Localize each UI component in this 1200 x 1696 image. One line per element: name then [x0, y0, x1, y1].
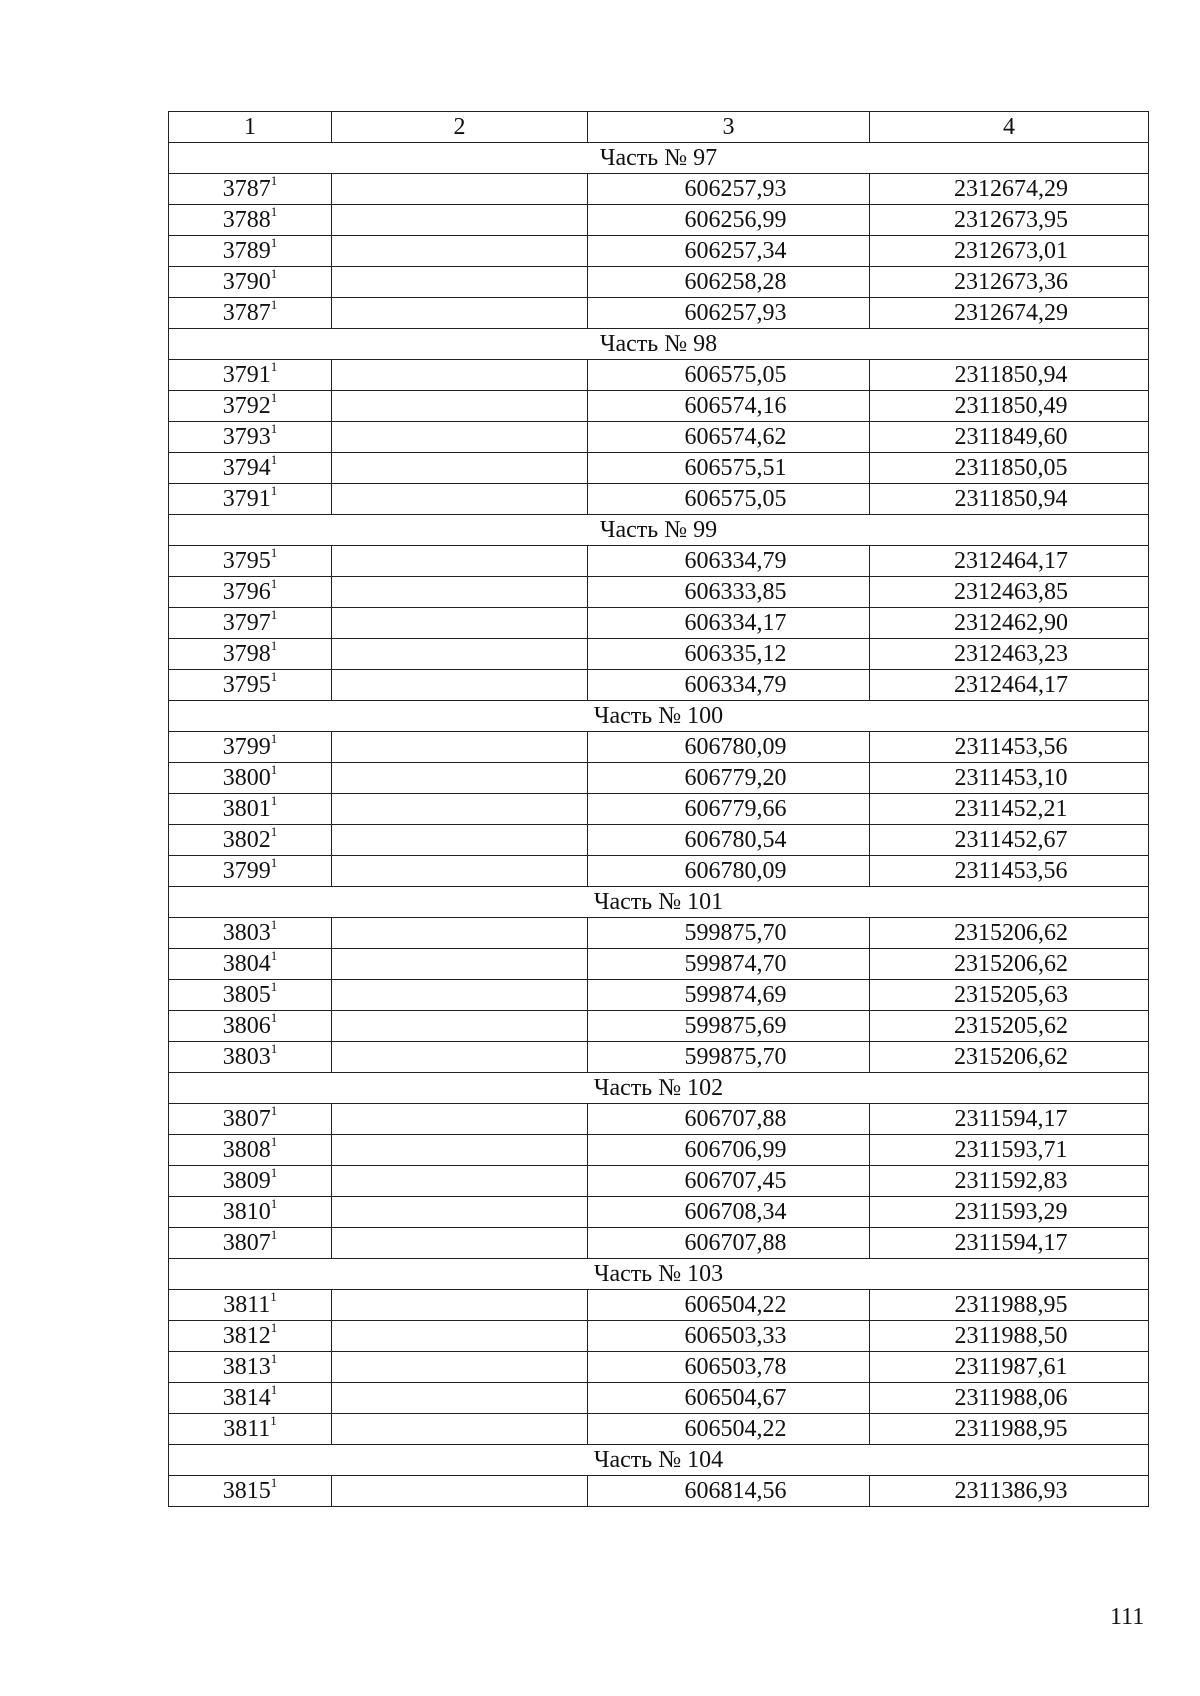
- y-coordinate-cell: 2311453,10: [870, 763, 1149, 794]
- coordinates-table-body: [169, 112, 1149, 1507]
- y-coordinate-cell: 2311453,56: [870, 732, 1149, 763]
- point-superscript: 1: [270, 824, 278, 839]
- point-number-cell: [169, 732, 332, 763]
- section-title: Часть № 100: [169, 701, 1149, 732]
- x-coordinate-cell: 606256,99: [588, 205, 870, 236]
- table-row: [169, 267, 1149, 298]
- point-number: 3789: [222, 237, 271, 264]
- column-2-cell: [332, 1228, 588, 1259]
- point-number: 3814: [222, 1384, 271, 1411]
- table-row: [169, 1476, 1149, 1507]
- point-superscript: 1: [270, 638, 278, 653]
- point-number-cell: [169, 1104, 332, 1135]
- page-number: 111: [1110, 1604, 1145, 1630]
- section-header-row: [169, 887, 1149, 918]
- x-coordinate-cell: 599874,70: [588, 949, 870, 980]
- x-coordinate-cell: 606334,17: [588, 608, 870, 639]
- y-coordinate-cell: 2311452,21: [870, 794, 1149, 825]
- column-2-cell: [332, 1476, 588, 1507]
- table-row: [169, 360, 1149, 391]
- point-number: 3807: [222, 1105, 271, 1132]
- y-coordinate-cell: 2312464,17: [870, 546, 1149, 577]
- column-2-cell: [332, 360, 588, 391]
- point-number: 3795: [222, 671, 271, 698]
- point-number-cell: [169, 484, 332, 515]
- point-superscript: 1: [270, 1413, 277, 1428]
- point-number: 3810: [222, 1198, 271, 1225]
- y-coordinate-cell: 2312674,29: [870, 298, 1149, 329]
- table-row: [169, 1104, 1149, 1135]
- y-coordinate-cell: 2311988,95: [870, 1290, 1149, 1321]
- table-row: [169, 1197, 1149, 1228]
- point-number-cell: [169, 763, 332, 794]
- point-number: 3802: [222, 826, 271, 853]
- y-coordinate-cell: 2311850,49: [870, 391, 1149, 422]
- x-coordinate-cell: 606708,34: [588, 1197, 870, 1228]
- point-superscript: 1: [270, 173, 278, 188]
- x-coordinate-cell: 606575,51: [588, 453, 870, 484]
- column-2-cell: [332, 267, 588, 298]
- point-superscript: 1: [270, 266, 278, 281]
- column-2-cell: [332, 1197, 588, 1228]
- column-2-cell: [332, 763, 588, 794]
- table-row: [169, 1290, 1149, 1321]
- x-coordinate-cell: 599875,69: [588, 1011, 870, 1042]
- point-number-cell: [169, 639, 332, 670]
- point-number-cell: [169, 1135, 332, 1166]
- point-number: 3799: [222, 857, 271, 884]
- point-number-cell: [169, 949, 332, 980]
- point-number-cell: [169, 1197, 332, 1228]
- y-coordinate-cell: 2315206,62: [870, 949, 1149, 980]
- x-coordinate-cell: 599875,70: [588, 918, 870, 949]
- point-number-cell: [169, 360, 332, 391]
- table-row: [169, 918, 1149, 949]
- point-number-cell: [169, 267, 332, 298]
- column-2-cell: [332, 1321, 588, 1352]
- point-superscript: 1: [270, 421, 278, 436]
- x-coordinate-cell: 606503,78: [588, 1352, 870, 1383]
- point-superscript: 1: [270, 669, 278, 684]
- y-coordinate-cell: 2311850,05: [870, 453, 1149, 484]
- point-number-cell: [169, 546, 332, 577]
- section-header-row: [169, 329, 1149, 360]
- y-coordinate-cell: 2315206,62: [870, 918, 1149, 949]
- table-row: [169, 639, 1149, 670]
- column-2-cell: [332, 422, 588, 453]
- column-2-cell: [332, 1104, 588, 1135]
- x-coordinate-cell: 606779,20: [588, 763, 870, 794]
- point-number: 3797: [222, 609, 271, 636]
- table-row: [169, 1135, 1149, 1166]
- point-number: 3787: [222, 299, 271, 326]
- table-row: [169, 422, 1149, 453]
- y-coordinate-cell: 2311593,29: [870, 1197, 1149, 1228]
- x-coordinate-cell: 606707,88: [588, 1228, 870, 1259]
- point-superscript: 1: [270, 1351, 278, 1366]
- y-coordinate-cell: 2312463,23: [870, 639, 1149, 670]
- table-row: [169, 174, 1149, 205]
- point-superscript: 1: [270, 1227, 278, 1242]
- point-number: 3798: [222, 640, 271, 667]
- table-row: [169, 1228, 1149, 1259]
- x-coordinate-cell: 606257,93: [588, 174, 870, 205]
- column-header-row: [169, 112, 1149, 143]
- point-number-cell: [169, 174, 332, 205]
- x-coordinate-cell: 606707,88: [588, 1104, 870, 1135]
- column-2-cell: [332, 1042, 588, 1073]
- column-2-cell: [332, 608, 588, 639]
- y-coordinate-cell: 2311592,83: [870, 1166, 1149, 1197]
- point-number-cell: [169, 1321, 332, 1352]
- point-number: 3795: [222, 547, 271, 574]
- point-number: 3806: [222, 1012, 271, 1039]
- table-row: [169, 1166, 1149, 1197]
- point-superscript: 1: [270, 1103, 278, 1118]
- table-row: [169, 205, 1149, 236]
- point-number: 3805: [222, 981, 271, 1008]
- table-row: [169, 1011, 1149, 1042]
- point-number-cell: [169, 205, 332, 236]
- table-row: [169, 732, 1149, 763]
- point-number-cell: [169, 1414, 332, 1445]
- column-2-cell: [332, 205, 588, 236]
- x-coordinate-cell: 606780,09: [588, 732, 870, 763]
- point-number-cell: [169, 918, 332, 949]
- point-number-cell: [169, 608, 332, 639]
- point-number: 3807: [222, 1229, 271, 1256]
- point-superscript: 1: [270, 731, 278, 746]
- x-coordinate-cell: 606333,85: [588, 577, 870, 608]
- point-number: 3792: [222, 392, 271, 419]
- x-coordinate-cell: 606334,79: [588, 670, 870, 701]
- column-header-4: 4: [870, 112, 1149, 143]
- y-coordinate-cell: 2311850,94: [870, 360, 1149, 391]
- x-coordinate-cell: 606503,33: [588, 1321, 870, 1352]
- point-superscript: 1: [270, 793, 278, 808]
- column-2-cell: [332, 298, 588, 329]
- y-coordinate-cell: 2315205,62: [870, 1011, 1149, 1042]
- point-number: 3811: [223, 1415, 271, 1442]
- point-superscript: 1: [270, 1289, 277, 1304]
- column-2-cell: [332, 1011, 588, 1042]
- column-2-cell: [332, 825, 588, 856]
- table-row: [169, 1414, 1149, 1445]
- point-number-cell: [169, 794, 332, 825]
- column-2-cell: [332, 918, 588, 949]
- y-coordinate-cell: 2311987,61: [870, 1352, 1149, 1383]
- point-number: 3808: [222, 1136, 271, 1163]
- point-number: 3791: [222, 361, 271, 388]
- x-coordinate-cell: 606575,05: [588, 484, 870, 515]
- point-number-cell: [169, 1228, 332, 1259]
- column-header-1: 1: [169, 112, 332, 143]
- point-number-cell: [169, 422, 332, 453]
- y-coordinate-cell: 2311386,93: [870, 1476, 1149, 1507]
- point-number: 3799: [222, 733, 271, 760]
- point-superscript: 1: [270, 607, 278, 622]
- y-coordinate-cell: 2315205,63: [870, 980, 1149, 1011]
- y-coordinate-cell: 2311988,06: [870, 1383, 1149, 1414]
- x-coordinate-cell: 606335,12: [588, 639, 870, 670]
- x-coordinate-cell: 606574,62: [588, 422, 870, 453]
- table-row: [169, 546, 1149, 577]
- x-coordinate-cell: 606258,28: [588, 267, 870, 298]
- point-superscript: 1: [270, 948, 278, 963]
- point-superscript: 1: [270, 1165, 278, 1180]
- y-coordinate-cell: 2312673,36: [870, 267, 1149, 298]
- point-superscript: 1: [270, 235, 278, 250]
- table-row: [169, 949, 1149, 980]
- table-row: [169, 794, 1149, 825]
- x-coordinate-cell: 606780,54: [588, 825, 870, 856]
- point-number: 3796: [222, 578, 271, 605]
- table-row: [169, 577, 1149, 608]
- column-2-cell: [332, 174, 588, 205]
- point-superscript: 1: [270, 1196, 278, 1211]
- y-coordinate-cell: 2311452,67: [870, 825, 1149, 856]
- column-2-cell: [332, 236, 588, 267]
- y-coordinate-cell: 2312462,90: [870, 608, 1149, 639]
- y-coordinate-cell: 2312673,01: [870, 236, 1149, 267]
- point-number-cell: [169, 1383, 332, 1414]
- x-coordinate-cell: 606706,99: [588, 1135, 870, 1166]
- section-header-row: [169, 701, 1149, 732]
- point-superscript: 1: [270, 1010, 278, 1025]
- point-number-cell: [169, 1290, 332, 1321]
- column-2-cell: [332, 949, 588, 980]
- x-coordinate-cell: 606707,45: [588, 1166, 870, 1197]
- point-superscript: 1: [270, 390, 278, 405]
- point-superscript: 1: [270, 204, 278, 219]
- x-coordinate-cell: 599875,70: [588, 1042, 870, 1073]
- section-header-row: [169, 1445, 1149, 1476]
- point-number-cell: [169, 980, 332, 1011]
- y-coordinate-cell: 2312674,29: [870, 174, 1149, 205]
- table-row: [169, 236, 1149, 267]
- section-title: Часть № 97: [169, 143, 1149, 174]
- point-superscript: 1: [270, 1320, 278, 1335]
- table-row: [169, 1042, 1149, 1073]
- point-superscript: 1: [270, 483, 278, 498]
- point-number-cell: [169, 298, 332, 329]
- x-coordinate-cell: 606779,66: [588, 794, 870, 825]
- x-coordinate-cell: 606780,09: [588, 856, 870, 887]
- table-row: [169, 1352, 1149, 1383]
- y-coordinate-cell: 2311453,56: [870, 856, 1149, 887]
- column-2-cell: [332, 856, 588, 887]
- column-2-cell: [332, 546, 588, 577]
- point-superscript: 1: [270, 855, 278, 870]
- point-number-cell: [169, 1476, 332, 1507]
- column-2-cell: [332, 1290, 588, 1321]
- section-header-row: [169, 1073, 1149, 1104]
- point-superscript: 1: [270, 762, 278, 777]
- table-row: [169, 825, 1149, 856]
- point-number: 3813: [222, 1353, 271, 1380]
- point-number: 3811: [223, 1291, 271, 1318]
- point-number: 3809: [222, 1167, 271, 1194]
- point-number-cell: [169, 1352, 332, 1383]
- point-superscript: 1: [270, 917, 278, 932]
- table-row: [169, 453, 1149, 484]
- x-coordinate-cell: 599874,69: [588, 980, 870, 1011]
- point-number: 3791: [222, 485, 271, 512]
- point-number: 3803: [222, 919, 271, 946]
- point-superscript: 1: [270, 297, 278, 312]
- point-number-cell: [169, 1011, 332, 1042]
- column-header-2: 2: [332, 112, 588, 143]
- column-2-cell: [332, 639, 588, 670]
- column-2-cell: [332, 794, 588, 825]
- table-row: [169, 670, 1149, 701]
- x-coordinate-cell: 606575,05: [588, 360, 870, 391]
- section-title: Часть № 99: [169, 515, 1149, 546]
- section-header-row: [169, 143, 1149, 174]
- y-coordinate-cell: 2311594,17: [870, 1104, 1149, 1135]
- point-number: 3800: [222, 764, 271, 791]
- point-superscript: 1: [270, 359, 278, 374]
- point-superscript: 1: [270, 545, 278, 560]
- table-row: [169, 608, 1149, 639]
- section-header-row: [169, 515, 1149, 546]
- point-number: 3793: [222, 423, 271, 450]
- table-row: [169, 856, 1149, 887]
- point-number-cell: [169, 236, 332, 267]
- column-2-cell: [332, 980, 588, 1011]
- y-coordinate-cell: 2311849,60: [870, 422, 1149, 453]
- x-coordinate-cell: 606504,22: [588, 1290, 870, 1321]
- y-coordinate-cell: 2315206,62: [870, 1042, 1149, 1073]
- point-superscript: 1: [270, 1041, 278, 1056]
- point-number-cell: [169, 577, 332, 608]
- y-coordinate-cell: 2312464,17: [870, 670, 1149, 701]
- y-coordinate-cell: 2312463,85: [870, 577, 1149, 608]
- point-number: 3804: [222, 950, 271, 977]
- point-number: 3812: [222, 1322, 271, 1349]
- point-number-cell: [169, 1166, 332, 1197]
- point-superscript: 1: [270, 1382, 278, 1397]
- point-number: 3790: [222, 268, 271, 295]
- y-coordinate-cell: 2311593,71: [870, 1135, 1149, 1166]
- point-number: 3787: [222, 175, 271, 202]
- column-2-cell: [332, 1383, 588, 1414]
- table-row: [169, 298, 1149, 329]
- column-2-cell: [332, 391, 588, 422]
- section-title: Часть № 103: [169, 1259, 1149, 1290]
- coordinates-table: [168, 111, 1149, 1507]
- column-2-cell: [332, 1414, 588, 1445]
- point-number: 3803: [222, 1043, 271, 1070]
- point-superscript: 1: [270, 1475, 278, 1490]
- x-coordinate-cell: 606814,56: [588, 1476, 870, 1507]
- point-superscript: 1: [270, 576, 278, 591]
- point-number: 3815: [222, 1477, 271, 1504]
- point-number-cell: [169, 670, 332, 701]
- point-number-cell: [169, 391, 332, 422]
- section-title: Часть № 104: [169, 1445, 1149, 1476]
- section-title: Часть № 98: [169, 329, 1149, 360]
- section-title: Часть № 102: [169, 1073, 1149, 1104]
- table-row: [169, 1383, 1149, 1414]
- y-coordinate-cell: 2311594,17: [870, 1228, 1149, 1259]
- point-number: 3794: [222, 454, 271, 481]
- point-number-cell: [169, 453, 332, 484]
- y-coordinate-cell: 2311988,50: [870, 1321, 1149, 1352]
- table-row: [169, 980, 1149, 1011]
- point-number-cell: [169, 825, 332, 856]
- column-header-3: 3: [588, 112, 870, 143]
- point-number: 3801: [222, 795, 271, 822]
- point-number: 3788: [222, 206, 271, 233]
- column-2-cell: [332, 670, 588, 701]
- column-2-cell: [332, 732, 588, 763]
- y-coordinate-cell: 2311850,94: [870, 484, 1149, 515]
- column-2-cell: [332, 1135, 588, 1166]
- y-coordinate-cell: 2311988,95: [870, 1414, 1149, 1445]
- x-coordinate-cell: 606257,34: [588, 236, 870, 267]
- point-number-cell: [169, 856, 332, 887]
- section-title: Часть № 101: [169, 887, 1149, 918]
- column-2-cell: [332, 1352, 588, 1383]
- table-row: [169, 1321, 1149, 1352]
- x-coordinate-cell: 606334,79: [588, 546, 870, 577]
- x-coordinate-cell: 606504,67: [588, 1383, 870, 1414]
- point-superscript: 1: [270, 979, 278, 994]
- section-header-row: [169, 1259, 1149, 1290]
- column-2-cell: [332, 1166, 588, 1197]
- x-coordinate-cell: 606504,22: [588, 1414, 870, 1445]
- x-coordinate-cell: 606574,16: [588, 391, 870, 422]
- point-number-cell: [169, 1042, 332, 1073]
- table-row: [169, 484, 1149, 515]
- column-2-cell: [332, 577, 588, 608]
- y-coordinate-cell: 2312673,95: [870, 205, 1149, 236]
- table-row: [169, 391, 1149, 422]
- column-2-cell: [332, 453, 588, 484]
- x-coordinate-cell: 606257,93: [588, 298, 870, 329]
- point-superscript: 1: [270, 1134, 278, 1149]
- column-2-cell: [332, 484, 588, 515]
- point-superscript: 1: [270, 452, 278, 467]
- table-row: [169, 763, 1149, 794]
